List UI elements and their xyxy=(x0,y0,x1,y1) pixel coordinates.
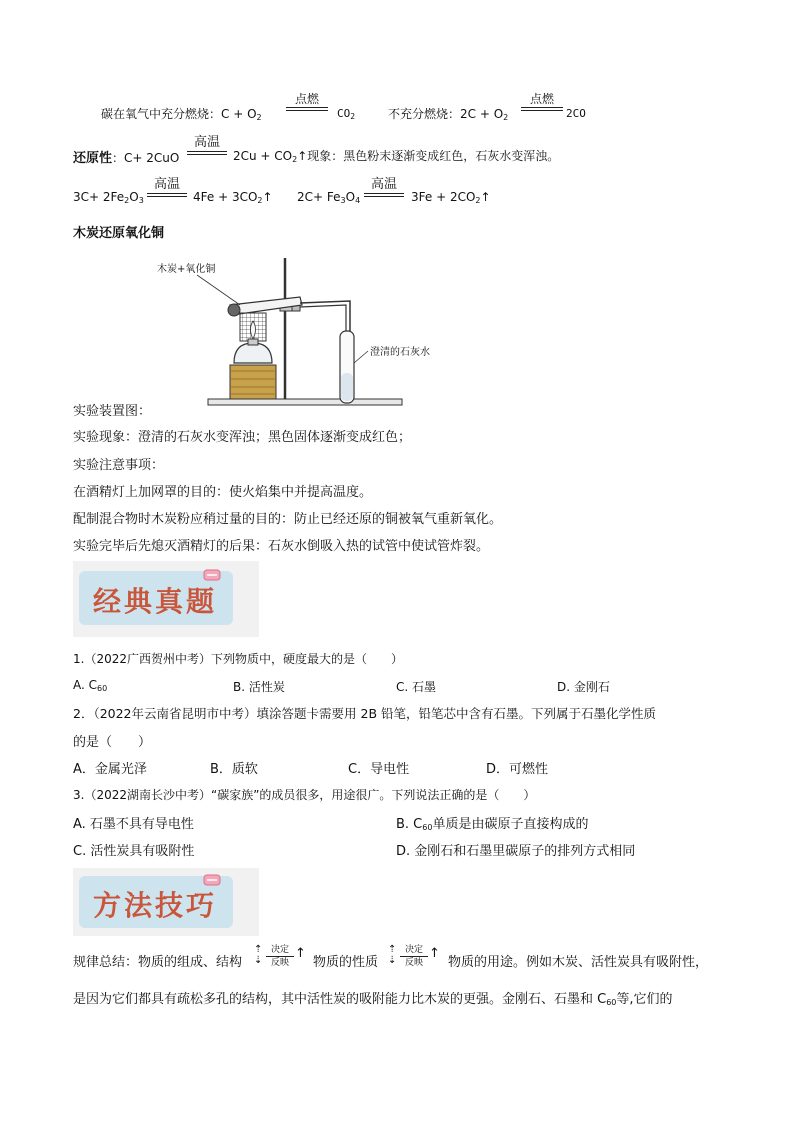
q2-option-c: C．导电性 xyxy=(348,762,410,777)
q1-option-c: C. 石墨 xyxy=(396,680,437,694)
label-limewater: 澄清的石灰水 xyxy=(370,347,430,358)
question-3-stem: 3.（2022湖南长沙中考）“碳家族”的成员很多，用途很广。下列说法正确的是（ ） xyxy=(73,788,536,802)
figure-caption: 实验装置图： xyxy=(73,404,152,419)
note-3: 实验完毕后先熄灭酒精灯的后果：石灰水倒吸入热的试管中使试管炸裂。 xyxy=(73,539,490,554)
banner-title: 经典真题 xyxy=(93,585,218,618)
equation-partial-burn: 不充分燃烧：$2C + O_2$ xyxy=(388,107,509,122)
note-1: 在酒精灯上加网罩的目的：使火焰集中并提高温度。 xyxy=(73,485,373,500)
up-arrow-icon: ↑ xyxy=(295,946,306,961)
q3-option-a: A. 石墨不具有导电性 xyxy=(73,817,194,832)
section-heading: 木炭还原氧化铜 xyxy=(73,226,165,241)
q3-option-d: D. 金刚石和石墨里碳原子的排列方式相同 xyxy=(396,844,636,859)
up-arrow-icon: ↑ xyxy=(429,946,440,961)
double-arrow-icon: ⇡ ⇣ xyxy=(388,944,397,966)
equation-fe3o4-rhs: $3Fe + 2CO_2↑$ xyxy=(411,190,491,205)
double-arrow-icon: ⇡ ⇣ xyxy=(254,944,263,966)
question-1-stem: 1.（2022广西贺州中考）下列物质中，硬度最大的是（ ） xyxy=(73,652,403,666)
question-2-stem-line1: 2．（2022年云南省昆明市中考）填涂答题卡需要用 2B 铅笔，铅笔芯中含有石墨。下列属于石墨化学性质 xyxy=(73,706,656,721)
product-co2: $CO_2$ xyxy=(337,107,356,121)
q1-option-a: A. $C_{60}$ xyxy=(73,678,108,693)
summary-part3: 物质的用途。例如木炭、活性炭具有吸附性， xyxy=(448,955,709,970)
apparatus-drawing xyxy=(150,253,460,408)
equation-fe2o3-rhs: $4Fe + 3CO_2↑$ xyxy=(193,190,273,205)
equation-fe2o3-lhs: $3C+ 2Fe_2O_3$ xyxy=(73,190,144,205)
summary-line2: 是因为它们都具有疏松多孔的结构，其中活性炭的吸附能力比木炭的更强。金刚石、石墨和 $C_{60}$等,它们的 xyxy=(73,992,673,1007)
q1-option-d: D. 金刚石 xyxy=(557,680,610,694)
apparatus-diagram xyxy=(150,253,460,408)
product-co: 2CO xyxy=(566,107,586,120)
q2-option-b: B．质软 xyxy=(210,762,258,777)
banner-method-tips xyxy=(73,868,259,936)
q3-option-c: C. 活性炭具有吸附性 xyxy=(73,844,195,859)
relation-2: 决定 反映 xyxy=(400,945,428,968)
q2-option-d: D．可燃性 xyxy=(486,762,549,777)
q1-option-b: B. 活性炭 xyxy=(233,680,285,694)
reducing-property-result: $2Cu + CO_2↑$现象：黑色粉末逐渐变成红色，石灰水变浑浊。 xyxy=(233,149,560,164)
paper-clip-icon xyxy=(201,565,223,587)
summary-part2: 物质的性质 xyxy=(313,955,379,970)
condition-ignite-2: 点燃 xyxy=(521,92,563,111)
condition-high-temp-3: 高温 xyxy=(364,178,404,197)
condition-ignite-1: 点燃 xyxy=(286,92,328,111)
equation-full-burn: 碳在氧气中充分燃烧：$C + O_2$ xyxy=(101,107,262,122)
summary-part1: 规律总结：物质的组成、结构 xyxy=(73,955,243,970)
note-2: 配制混合物时木炭粉应稍过量的目的：防止已经还原的铜被氧气重新氧化。 xyxy=(73,512,503,527)
experiment-phenomenon: 实验现象：澄清的石灰水变浑浊；黑色固体逐渐变成红色； xyxy=(73,430,412,445)
label-reactants: 木炭+氧化铜 xyxy=(157,264,216,275)
question-2-stem-line2: 的是（ ） xyxy=(73,735,152,750)
q2-option-a: A．金属光泽 xyxy=(73,762,147,777)
equation-fe3o4-lhs: $2C+ Fe_3O_4$ xyxy=(297,190,361,205)
banner-classic-questions xyxy=(73,561,259,637)
banner-title: 方法技巧 xyxy=(93,889,218,922)
reducing-property-line: 还原性：C+ 2CuO xyxy=(73,151,180,166)
condition-high-temp-1: 高温 xyxy=(187,136,227,155)
condition-high-temp-2: 高温 xyxy=(147,178,187,197)
relation-1: 决定 反映 xyxy=(266,945,294,968)
notes-title: 实验注意事项： xyxy=(73,458,165,473)
q3-option-b: B. $C_{60}$单质是由碳原子直接构成的 xyxy=(396,817,589,832)
paper-clip-icon xyxy=(201,870,223,892)
